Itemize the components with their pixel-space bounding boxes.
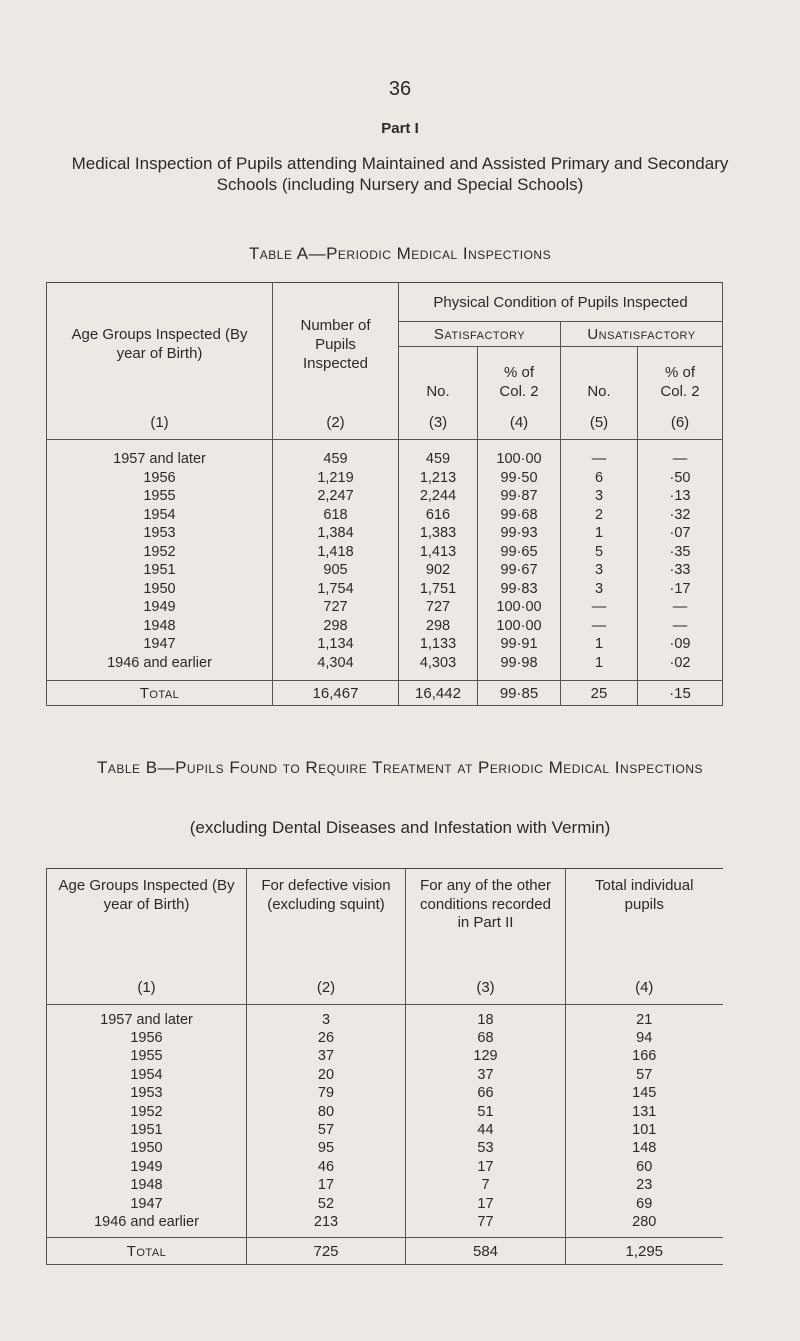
value-cell: 2,244	[399, 487, 478, 506]
value-cell: 66	[406, 1084, 566, 1102]
value-cell: 2,247	[273, 487, 399, 506]
header-number-inspected: Number of Pupils Inspected	[273, 283, 399, 406]
age-group-cell: 1946 and earlier	[47, 654, 273, 681]
col-number-2: (2)	[273, 405, 399, 440]
total-cell: 1,295	[566, 1238, 723, 1265]
total-cell: 16,467	[273, 681, 399, 706]
age-group-cell: 1952	[47, 1102, 247, 1120]
value-cell: ·07	[638, 524, 723, 543]
header-other-conditions: For any of the other conditions recorded in Part II	[406, 869, 566, 980]
table-row	[47, 635, 723, 654]
header-unsatisfactory: Unsatisfactory	[561, 322, 723, 347]
value-cell: 17	[406, 1194, 566, 1212]
header-age-groups: Age Groups Inspected (By year of Birth)	[47, 283, 273, 406]
value-cell: 3	[561, 487, 638, 506]
table-row	[47, 1121, 723, 1139]
age-group-cell: 1957 and later	[47, 440, 273, 469]
table-row	[47, 1158, 723, 1176]
table-row	[47, 543, 723, 562]
value-cell: —	[638, 440, 723, 469]
value-cell: 1,133	[399, 635, 478, 654]
intro-heading: Medical Inspection of Pupils attending Maintained and Assisted Primary and Secondary Schools (including Nursery and Special Schools)	[71, 154, 729, 194]
value-cell: 3	[247, 1004, 406, 1029]
page-number: 36	[388, 78, 412, 100]
table-row	[47, 598, 723, 617]
value-cell: 57	[247, 1121, 406, 1139]
value-cell: 2	[561, 506, 638, 525]
value-cell: 44	[406, 1121, 566, 1139]
value-cell: ·33	[638, 561, 723, 580]
value-cell: 5	[561, 543, 638, 562]
table-a-title: Table A—Periodic Medical Inspections	[248, 244, 552, 263]
table-row	[47, 440, 723, 469]
table-row	[47, 1194, 723, 1212]
value-cell: ·13	[638, 487, 723, 506]
value-cell: 95	[247, 1139, 406, 1157]
total-label: Total	[47, 681, 273, 706]
value-cell: 101	[566, 1121, 723, 1139]
value-cell: 618	[273, 506, 399, 525]
header-sat-no: No.	[399, 347, 478, 406]
age-group-cell: 1954	[47, 506, 273, 525]
value-cell: 166	[566, 1047, 723, 1065]
value-cell: 1	[561, 654, 638, 681]
table-b-subtitle: (excluding Dental Diseases and Infestation with Vermin)	[189, 818, 611, 837]
total-label: Total	[47, 1238, 247, 1265]
value-cell: 1	[561, 635, 638, 654]
value-cell: 69	[566, 1194, 723, 1212]
value-cell: 1,134	[273, 635, 399, 654]
age-group-cell: 1949	[47, 1158, 247, 1176]
age-group-cell: 1957 and later	[47, 1004, 247, 1029]
value-cell: 100·00	[478, 617, 561, 636]
value-cell: 298	[399, 617, 478, 636]
col-number-6: (6)	[638, 405, 723, 440]
total-cell: ·15	[638, 681, 723, 706]
value-cell: 26	[247, 1029, 406, 1047]
value-cell: 99·93	[478, 524, 561, 543]
value-cell: —	[638, 598, 723, 617]
header-unsat-no: No.	[561, 347, 638, 406]
value-cell: 100·00	[478, 598, 561, 617]
table-a	[46, 282, 723, 706]
value-cell: 459	[399, 440, 478, 469]
total-cell: 25	[561, 681, 638, 706]
age-group-cell: 1949	[47, 598, 273, 617]
value-cell: 905	[273, 561, 399, 580]
age-group-cell: 1953	[47, 524, 273, 543]
header-satisfactory: Satisfactory	[399, 322, 561, 347]
value-cell: 280	[566, 1213, 723, 1238]
value-cell: 131	[566, 1102, 723, 1120]
age-group-cell: 1948	[47, 617, 273, 636]
col-number-4: (4)	[478, 405, 561, 440]
table-row	[47, 487, 723, 506]
age-group-cell: 1953	[47, 1084, 247, 1102]
value-cell: 17	[247, 1176, 406, 1194]
value-cell: 1,383	[399, 524, 478, 543]
value-cell: 99·83	[478, 580, 561, 599]
header-sat-pct: % of Col. 2	[478, 347, 561, 406]
value-cell: —	[638, 617, 723, 636]
col-number-2: (2)	[247, 979, 406, 1004]
value-cell: 99·91	[478, 635, 561, 654]
value-cell: 23	[566, 1176, 723, 1194]
total-cell: 99·85	[478, 681, 561, 706]
value-cell: 37	[406, 1066, 566, 1084]
value-cell: 3	[561, 561, 638, 580]
table-row	[47, 1213, 723, 1238]
value-cell: 51	[406, 1102, 566, 1120]
table-row	[47, 1047, 723, 1065]
age-group-cell: 1951	[47, 1121, 247, 1139]
header-age-groups: Age Groups Inspected (By year of Birth)	[47, 869, 247, 980]
value-cell: 79	[247, 1084, 406, 1102]
table-b-title: Table B—Pupils Found to Require Treatment at Periodic Medical Inspections	[96, 758, 704, 777]
value-cell: 459	[273, 440, 399, 469]
age-group-cell: 1955	[47, 487, 273, 506]
value-cell: 616	[399, 506, 478, 525]
header-physical-condition: Physical Condition of Pupils Inspected	[399, 283, 723, 322]
value-cell: 7	[406, 1176, 566, 1194]
value-cell: 80	[247, 1102, 406, 1120]
value-cell: 99·98	[478, 654, 561, 681]
table-row	[47, 1084, 723, 1102]
age-group-cell: 1954	[47, 1066, 247, 1084]
value-cell: ·17	[638, 580, 723, 599]
value-cell: —	[561, 598, 638, 617]
value-cell: 1,219	[273, 469, 399, 488]
header-total-pupils: Total individual pupils	[566, 869, 723, 980]
col-number-1: (1)	[47, 979, 247, 1004]
value-cell: 100·00	[478, 440, 561, 469]
value-cell: 1,751	[399, 580, 478, 599]
age-group-cell: 1947	[47, 1194, 247, 1212]
col-number-3: (3)	[399, 405, 478, 440]
table-row	[47, 1029, 723, 1047]
table-row	[47, 1066, 723, 1084]
value-cell: 37	[247, 1047, 406, 1065]
value-cell: 148	[566, 1139, 723, 1157]
value-cell: —	[561, 440, 638, 469]
header-defective-vision: For defective vision (excluding squint)	[247, 869, 406, 980]
part-heading: Part I	[381, 120, 419, 137]
total-cell: 16,442	[399, 681, 478, 706]
value-cell: 1,384	[273, 524, 399, 543]
value-cell: 213	[247, 1213, 406, 1238]
table-row	[47, 1004, 723, 1029]
value-cell: 94	[566, 1029, 723, 1047]
age-group-cell: 1948	[47, 1176, 247, 1194]
value-cell: 145	[566, 1084, 723, 1102]
age-group-cell: 1947	[47, 635, 273, 654]
value-cell: —	[561, 617, 638, 636]
value-cell: 1,213	[399, 469, 478, 488]
table-row	[47, 506, 723, 525]
age-group-cell: 1956	[47, 469, 273, 488]
value-cell: 99·87	[478, 487, 561, 506]
value-cell: 727	[273, 598, 399, 617]
value-cell: 99·68	[478, 506, 561, 525]
value-cell: ·32	[638, 506, 723, 525]
total-cell: 725	[247, 1238, 406, 1265]
table-row	[47, 580, 723, 599]
value-cell: 57	[566, 1066, 723, 1084]
col-number-3: (3)	[406, 979, 566, 1004]
table-row	[47, 1102, 723, 1120]
age-group-cell: 1956	[47, 1029, 247, 1047]
age-group-cell: 1951	[47, 561, 273, 580]
value-cell: 1,413	[399, 543, 478, 562]
value-cell: 20	[247, 1066, 406, 1084]
value-cell: 52	[247, 1194, 406, 1212]
table-row	[47, 524, 723, 543]
header-unsat-pct: % of Col. 2	[638, 347, 723, 406]
value-cell: 3	[561, 580, 638, 599]
value-cell: 68	[406, 1029, 566, 1047]
table-row	[47, 561, 723, 580]
value-cell: 46	[247, 1158, 406, 1176]
table-b	[46, 868, 723, 1265]
table-row	[47, 617, 723, 636]
value-cell: ·09	[638, 635, 723, 654]
value-cell: 902	[399, 561, 478, 580]
value-cell: 6	[561, 469, 638, 488]
table-row	[47, 1139, 723, 1157]
value-cell: 1,418	[273, 543, 399, 562]
value-cell: 298	[273, 617, 399, 636]
table-a-total-row	[47, 681, 723, 706]
value-cell: 129	[406, 1047, 566, 1065]
value-cell: ·50	[638, 469, 723, 488]
age-group-cell: 1950	[47, 1139, 247, 1157]
col-number-5: (5)	[561, 405, 638, 440]
total-cell: 584	[406, 1238, 566, 1265]
age-group-cell: 1946 and earlier	[47, 1213, 247, 1238]
value-cell: 99·67	[478, 561, 561, 580]
value-cell: 21	[566, 1004, 723, 1029]
value-cell: 18	[406, 1004, 566, 1029]
value-cell: 99·50	[478, 469, 561, 488]
table-b-total-row	[47, 1238, 723, 1265]
table-row	[47, 469, 723, 488]
value-cell: 77	[406, 1213, 566, 1238]
value-cell: 53	[406, 1139, 566, 1157]
value-cell: ·35	[638, 543, 723, 562]
age-group-cell: 1955	[47, 1047, 247, 1065]
value-cell: 60	[566, 1158, 723, 1176]
value-cell: 17	[406, 1158, 566, 1176]
table-row	[47, 1176, 723, 1194]
value-cell: 727	[399, 598, 478, 617]
col-number-1: (1)	[47, 405, 273, 440]
value-cell: 99·65	[478, 543, 561, 562]
col-number-4: (4)	[566, 979, 723, 1004]
value-cell: 4,304	[273, 654, 399, 681]
value-cell: 1	[561, 524, 638, 543]
table-row	[47, 654, 723, 681]
value-cell: 1,754	[273, 580, 399, 599]
value-cell: 4,303	[399, 654, 478, 681]
age-group-cell: 1950	[47, 580, 273, 599]
value-cell: ·02	[638, 654, 723, 681]
age-group-cell: 1952	[47, 543, 273, 562]
